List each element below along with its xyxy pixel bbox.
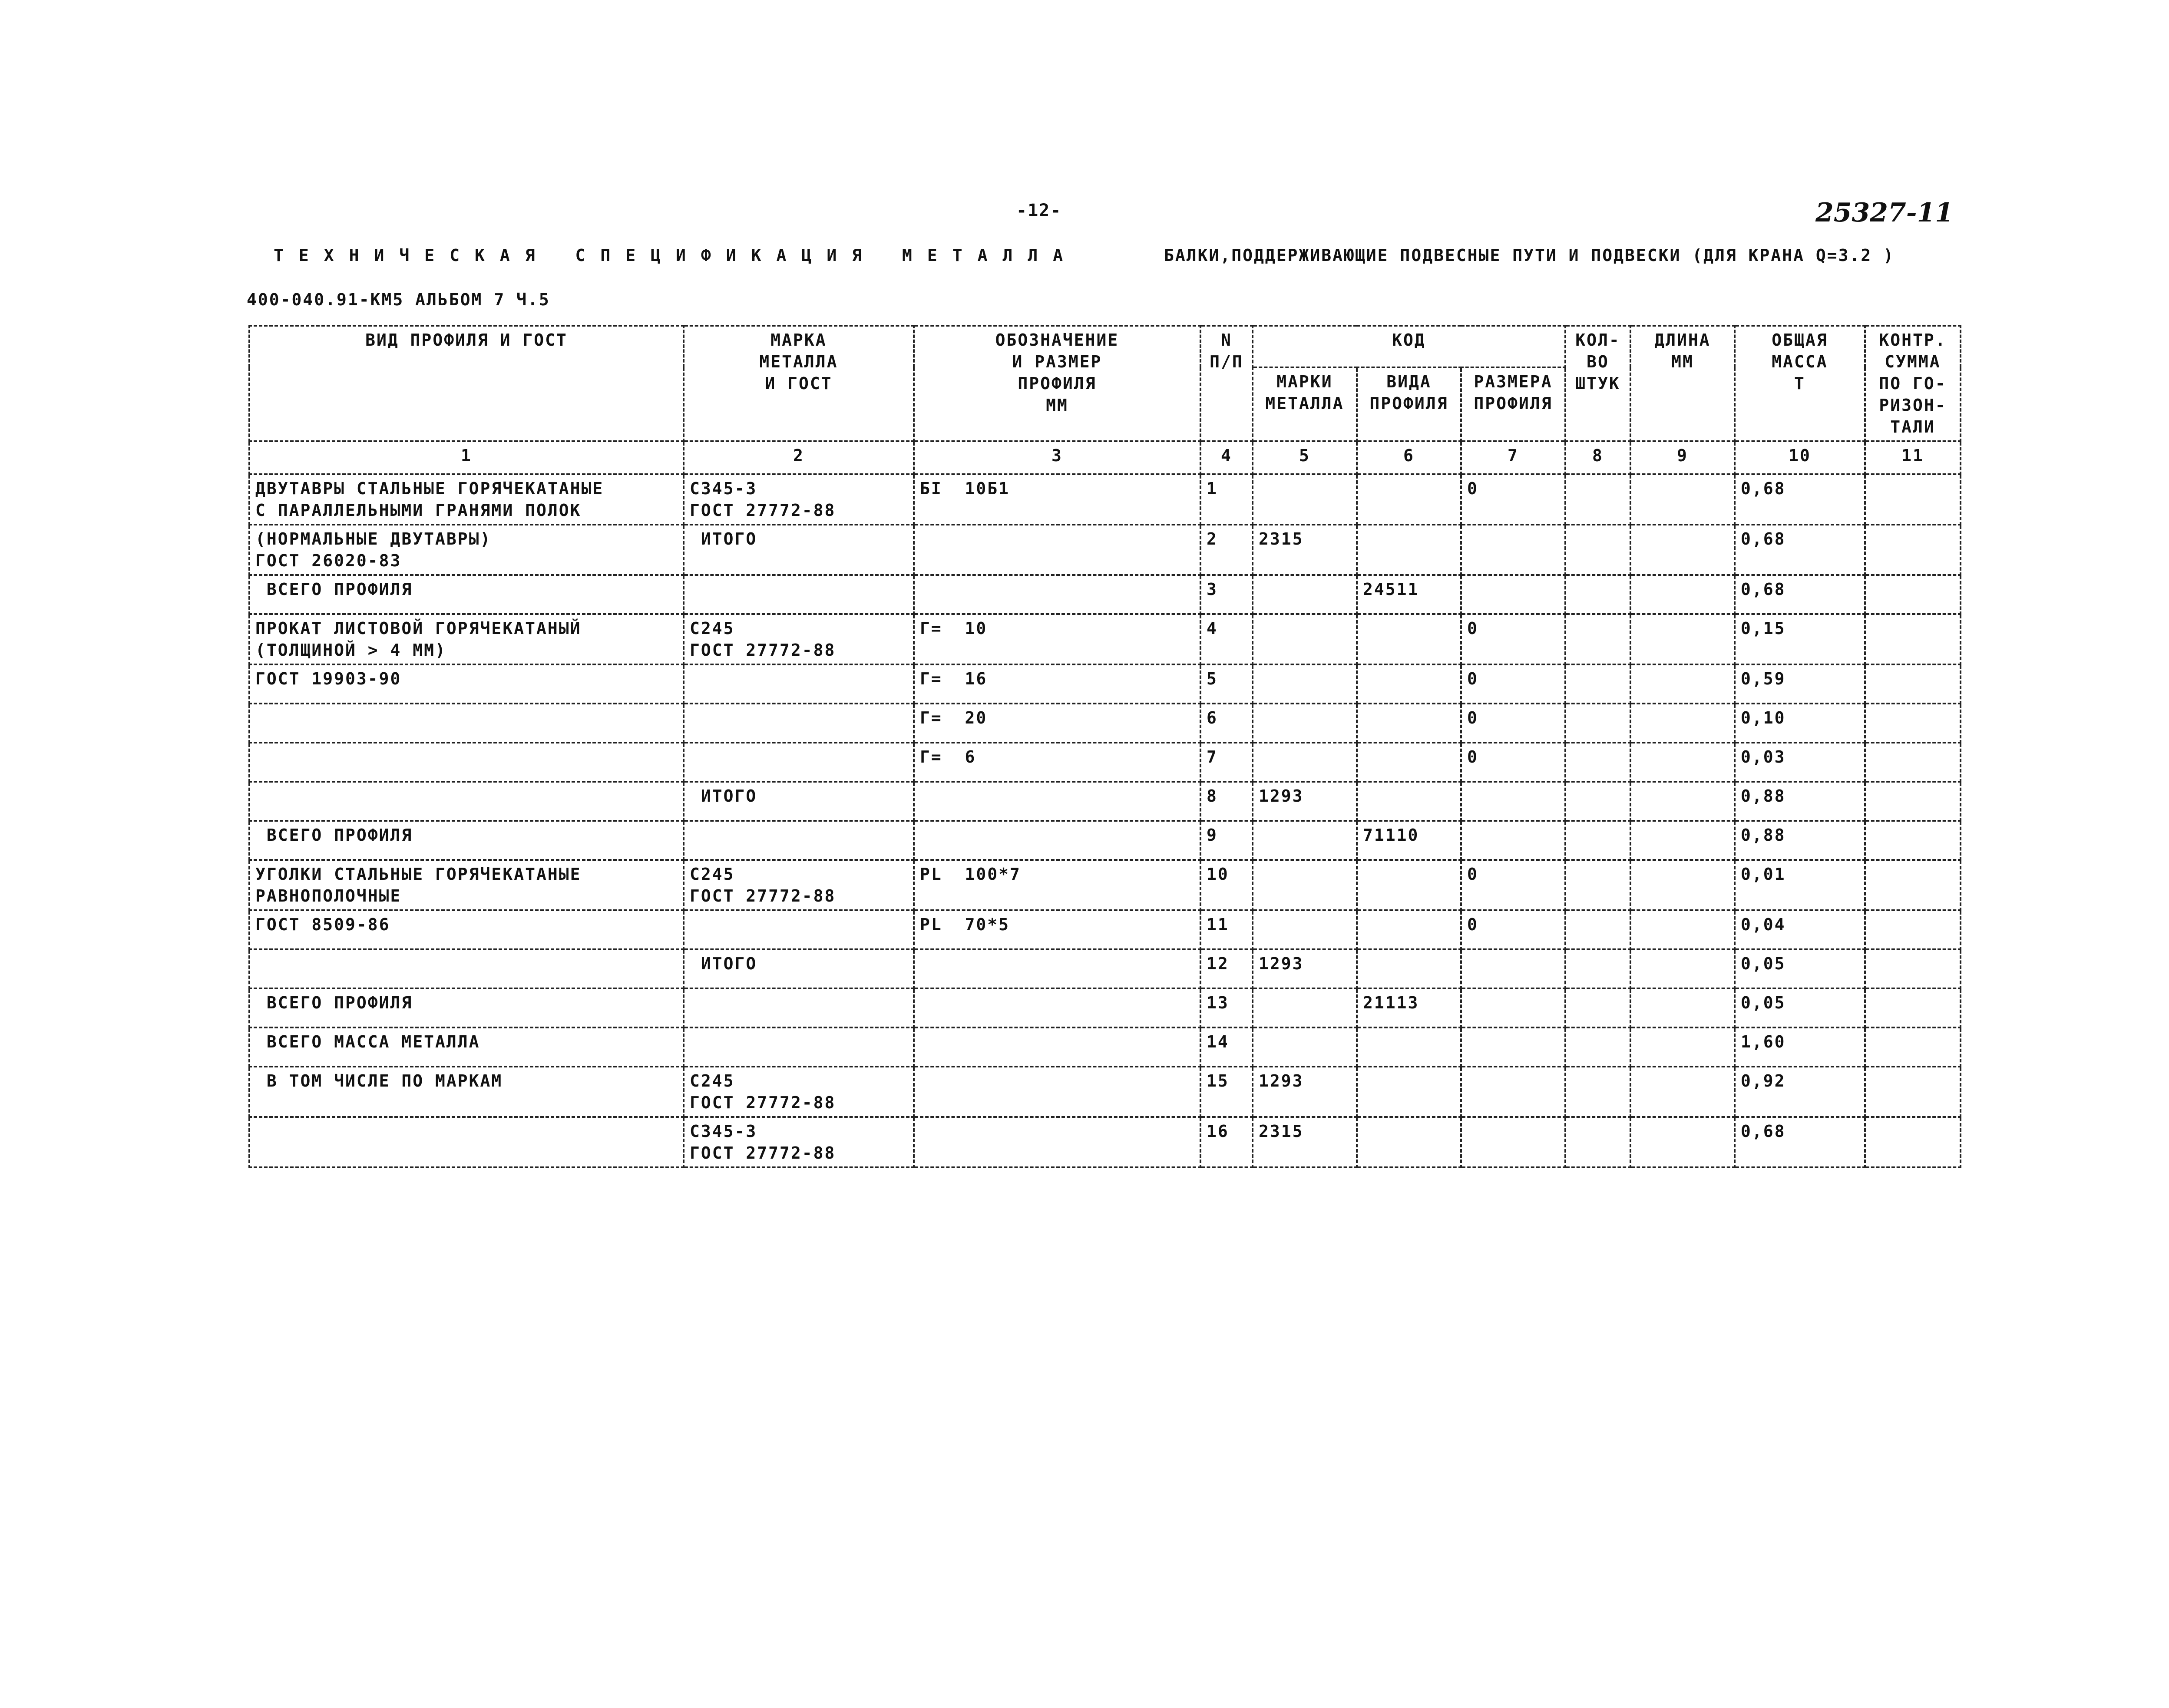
cell-checksum xyxy=(1865,1027,1961,1067)
column-number: 3 xyxy=(914,441,1200,474)
cell-length xyxy=(1630,743,1735,782)
page-number: -12- xyxy=(1016,201,1062,221)
cell-length xyxy=(1630,910,1735,949)
cell-length xyxy=(1630,1117,1735,1167)
cell-code-mark: 1293 xyxy=(1253,1067,1357,1117)
cell-code-mark xyxy=(1253,614,1357,664)
cell-code-size xyxy=(1461,782,1565,821)
table-row xyxy=(249,474,1961,525)
cell-npp: 4 xyxy=(1200,614,1253,664)
cell-mark xyxy=(684,910,914,949)
column-number: 9 xyxy=(1630,441,1735,474)
cell-length xyxy=(1630,949,1735,988)
cell-code-size xyxy=(1461,949,1565,988)
cell-profile xyxy=(249,782,684,821)
cell-code-mark: 2315 xyxy=(1253,525,1357,575)
column-number: 1 xyxy=(249,441,684,474)
cell-code-profile xyxy=(1357,949,1461,988)
cell-length xyxy=(1630,860,1735,910)
column-number: 4 xyxy=(1200,441,1253,474)
cell-code-profile xyxy=(1357,474,1461,525)
cell-checksum xyxy=(1865,821,1961,860)
table-row xyxy=(249,1117,1961,1167)
cell-code-size: 0 xyxy=(1461,474,1565,525)
cell-npp: 8 xyxy=(1200,782,1253,821)
cell-code-profile xyxy=(1357,1117,1461,1167)
column-number-row xyxy=(249,441,1961,474)
cell-checksum xyxy=(1865,743,1961,782)
cell-designation: PL 70*5 xyxy=(914,910,1200,949)
cell-checksum xyxy=(1865,860,1961,910)
header-code: КОД xyxy=(1253,326,1565,367)
cell-designation: PL 100*7 xyxy=(914,860,1200,910)
cell-checksum xyxy=(1865,525,1961,575)
table-row xyxy=(249,949,1961,988)
cell-designation: БI 10Б1 xyxy=(914,474,1200,525)
header-mark: МАРКА МЕТАЛЛА И ГОСТ xyxy=(684,326,914,441)
cell-code-mark: 1293 xyxy=(1253,782,1357,821)
cell-profile xyxy=(249,704,684,743)
header-designation: ОБОЗНАЧЕНИЕ И РАЗМЕР ПРОФИЛЯ ММ xyxy=(914,326,1200,441)
table-row xyxy=(249,525,1961,575)
cell-code-mark xyxy=(1253,474,1357,525)
cell-designation: Г= 6 xyxy=(914,743,1200,782)
cell-mass: 0,04 xyxy=(1735,910,1865,949)
cell-code-mark xyxy=(1253,1027,1357,1067)
cell-code-size: 0 xyxy=(1461,910,1565,949)
cell-profile: ПРОКАТ ЛИСТОВОЙ ГОРЯЧЕКАТАНЫЙ (ТОЛЩИНОЙ > 4 ММ) xyxy=(249,614,684,664)
cell-code-size xyxy=(1461,988,1565,1027)
cell-code-size: 0 xyxy=(1461,743,1565,782)
cell-mark: С245 ГОСТ 27772-88 xyxy=(684,860,914,910)
cell-designation xyxy=(914,575,1200,614)
cell-code-profile xyxy=(1357,860,1461,910)
cell-mass: 0,68 xyxy=(1735,474,1865,525)
cell-qty xyxy=(1565,575,1630,614)
cell-code-size: 0 xyxy=(1461,860,1565,910)
cell-length xyxy=(1630,1027,1735,1067)
cell-profile xyxy=(249,1117,684,1167)
cell-code-size xyxy=(1461,525,1565,575)
header-qty: КОЛ- ВО ШТУК xyxy=(1565,326,1630,441)
cell-qty xyxy=(1565,743,1630,782)
cell-length xyxy=(1630,664,1735,704)
document-code: 25327-11 xyxy=(1815,198,1954,228)
cell-length xyxy=(1630,525,1735,575)
cell-mark: С245 ГОСТ 27772-88 xyxy=(684,614,914,664)
cell-mass: 1,60 xyxy=(1735,1027,1865,1067)
cell-mark xyxy=(684,1027,914,1067)
cell-npp: 2 xyxy=(1200,525,1253,575)
cell-code-mark xyxy=(1253,575,1357,614)
cell-code-mark xyxy=(1253,910,1357,949)
table-row xyxy=(249,910,1961,949)
column-number: 6 xyxy=(1357,441,1461,474)
table-body xyxy=(249,474,1961,1167)
cell-qty xyxy=(1565,910,1630,949)
cell-mark xyxy=(684,704,914,743)
spec-title: ТЕХНИЧЕСКАЯ СПЕЦИФИКАЦИЯ МЕТАЛЛА xyxy=(274,246,1078,265)
cell-mass: 0,92 xyxy=(1735,1067,1865,1117)
column-number: 8 xyxy=(1565,441,1630,474)
cell-mark: ИТОГО xyxy=(684,782,914,821)
cell-mark: С345-3 ГОСТ 27772-88 xyxy=(684,474,914,525)
header-checksum: КОНТР. СУММА ПО ГО- РИЗОН- ТАЛИ xyxy=(1865,326,1961,441)
cell-designation xyxy=(914,988,1200,1027)
table-row xyxy=(249,782,1961,821)
cell-profile: В ТОМ ЧИСЛЕ ПО МАРКАМ xyxy=(249,1067,684,1117)
table-row xyxy=(249,704,1961,743)
cell-designation xyxy=(914,1117,1200,1167)
cell-code-mark: 1293 xyxy=(1253,949,1357,988)
cell-mark xyxy=(684,575,914,614)
cell-profile: ГОСТ 8509-86 xyxy=(249,910,684,949)
cell-profile: ДВУТАВРЫ СТАЛЬНЫЕ ГОРЯЧЕКАТАНЫЕ С ПАРАЛЛЕЛЬНЫМИ ГРАНЯМИ ПОЛОК xyxy=(249,474,684,525)
cell-mark xyxy=(684,821,914,860)
cell-mass: 0,68 xyxy=(1735,525,1865,575)
cell-code-mark xyxy=(1253,988,1357,1027)
cell-profile xyxy=(249,743,684,782)
cell-designation: Г= 20 xyxy=(914,704,1200,743)
cell-profile: (НОРМАЛЬНЫЕ ДВУТАВРЫ) ГОСТ 26020-83 xyxy=(249,525,684,575)
specification-table xyxy=(248,325,1961,1168)
cell-code-profile xyxy=(1357,910,1461,949)
cell-checksum xyxy=(1865,1117,1961,1167)
cell-designation: Г= 16 xyxy=(914,664,1200,704)
table-row xyxy=(249,988,1961,1027)
table-row xyxy=(249,664,1961,704)
cell-npp: 13 xyxy=(1200,988,1253,1027)
cell-length xyxy=(1630,821,1735,860)
cell-profile: ВСЕГО ПРОФИЛЯ xyxy=(249,988,684,1027)
cell-checksum xyxy=(1865,949,1961,988)
cell-code-mark xyxy=(1253,664,1357,704)
table-row xyxy=(249,614,1961,664)
cell-qty xyxy=(1565,821,1630,860)
cell-npp: 12 xyxy=(1200,949,1253,988)
column-number: 10 xyxy=(1735,441,1865,474)
cell-qty xyxy=(1565,949,1630,988)
table-row xyxy=(249,1027,1961,1067)
cell-npp: 10 xyxy=(1200,860,1253,910)
column-number: 7 xyxy=(1461,441,1565,474)
cell-code-profile xyxy=(1357,1027,1461,1067)
cell-code-size xyxy=(1461,1027,1565,1067)
cell-designation xyxy=(914,949,1200,988)
cell-mark: ИТОГО xyxy=(684,525,914,575)
cell-designation xyxy=(914,1067,1200,1117)
cell-mass: 0,59 xyxy=(1735,664,1865,704)
cell-checksum xyxy=(1865,988,1961,1027)
cell-mass: 0,10 xyxy=(1735,704,1865,743)
table-row xyxy=(249,1067,1961,1117)
cell-length xyxy=(1630,704,1735,743)
cell-code-profile: 24511 xyxy=(1357,575,1461,614)
cell-checksum xyxy=(1865,910,1961,949)
header-code-mark: МАРКИ МЕТАЛЛА xyxy=(1253,367,1357,441)
cell-qty xyxy=(1565,614,1630,664)
table-row xyxy=(249,860,1961,910)
header-profile: ВИД ПРОФИЛЯ И ГОСТ xyxy=(249,326,684,441)
spec-subtitle: БАЛКИ,ПОДДЕРЖИВАЮЩИЕ ПОДВЕСНЫЕ ПУТИ И ПОДВЕСКИ (ДЛЯ КРАНА Q=3.2 ) xyxy=(1164,246,1895,265)
cell-code-size xyxy=(1461,575,1565,614)
cell-mass: 0,88 xyxy=(1735,821,1865,860)
cell-qty xyxy=(1565,525,1630,575)
column-number: 11 xyxy=(1865,441,1961,474)
cell-code-profile xyxy=(1357,525,1461,575)
cell-profile: ГОСТ 19903-90 xyxy=(249,664,684,704)
cell-length xyxy=(1630,782,1735,821)
cell-mass: 0,05 xyxy=(1735,988,1865,1027)
cell-designation: Г= 10 xyxy=(914,614,1200,664)
cell-npp: 3 xyxy=(1200,575,1253,614)
cell-code-size xyxy=(1461,821,1565,860)
cell-mark: С245 ГОСТ 27772-88 xyxy=(684,1067,914,1117)
cell-mass: 0,68 xyxy=(1735,575,1865,614)
cell-npp: 5 xyxy=(1200,664,1253,704)
column-number: 2 xyxy=(684,441,914,474)
cell-mass: 0,68 xyxy=(1735,1117,1865,1167)
cell-checksum xyxy=(1865,664,1961,704)
cell-code-size: 0 xyxy=(1461,664,1565,704)
cell-npp: 11 xyxy=(1200,910,1253,949)
cell-profile: УГОЛКИ СТАЛЬНЫЕ ГОРЯЧЕКАТАНЫЕ РАВНОПОЛОЧНЫЕ xyxy=(249,860,684,910)
cell-code-size: 0 xyxy=(1461,614,1565,664)
cell-mark xyxy=(684,988,914,1027)
cell-qty xyxy=(1565,1027,1630,1067)
cell-mark xyxy=(684,743,914,782)
table-row xyxy=(249,743,1961,782)
album-reference: 400-040.91-КМ5 АЛЬБОМ 7 Ч.5 xyxy=(247,290,550,309)
cell-mass: 0,01 xyxy=(1735,860,1865,910)
cell-mark: С345-3 ГОСТ 27772-88 xyxy=(684,1117,914,1167)
cell-qty xyxy=(1565,1117,1630,1167)
cell-checksum xyxy=(1865,614,1961,664)
cell-profile: ВСЕГО МАССА МЕТАЛЛА xyxy=(249,1027,684,1067)
cell-qty xyxy=(1565,782,1630,821)
cell-npp: 14 xyxy=(1200,1027,1253,1067)
cell-length xyxy=(1630,988,1735,1027)
cell-code-profile xyxy=(1357,1067,1461,1117)
cell-checksum xyxy=(1865,782,1961,821)
cell-checksum xyxy=(1865,1067,1961,1117)
cell-mass: 0,05 xyxy=(1735,949,1865,988)
cell-checksum xyxy=(1865,575,1961,614)
cell-checksum xyxy=(1865,474,1961,525)
cell-code-size: 0 xyxy=(1461,704,1565,743)
header-npp: N П/П xyxy=(1200,326,1253,441)
cell-npp: 6 xyxy=(1200,704,1253,743)
cell-code-profile xyxy=(1357,704,1461,743)
cell-mass: 0,88 xyxy=(1735,782,1865,821)
cell-profile xyxy=(249,949,684,988)
cell-code-profile xyxy=(1357,614,1461,664)
cell-mass: 0,03 xyxy=(1735,743,1865,782)
cell-qty xyxy=(1565,704,1630,743)
cell-code-profile: 71110 xyxy=(1357,821,1461,860)
cell-length xyxy=(1630,1067,1735,1117)
cell-qty xyxy=(1565,664,1630,704)
cell-qty xyxy=(1565,988,1630,1027)
cell-qty xyxy=(1565,860,1630,910)
cell-code-mark xyxy=(1253,821,1357,860)
cell-code-size xyxy=(1461,1067,1565,1117)
cell-code-size xyxy=(1461,1117,1565,1167)
cell-code-profile: 21113 xyxy=(1357,988,1461,1027)
cell-code-mark: 2315 xyxy=(1253,1117,1357,1167)
table-row xyxy=(249,575,1961,614)
column-number: 5 xyxy=(1253,441,1357,474)
cell-checksum xyxy=(1865,704,1961,743)
header-length: ДЛИНА ММ xyxy=(1630,326,1735,441)
cell-profile: ВСЕГО ПРОФИЛЯ xyxy=(249,821,684,860)
cell-length xyxy=(1630,614,1735,664)
cell-npp: 16 xyxy=(1200,1117,1253,1167)
cell-qty xyxy=(1565,474,1630,525)
header-code-size: РАЗМЕРА ПРОФИЛЯ xyxy=(1461,367,1565,441)
cell-npp: 1 xyxy=(1200,474,1253,525)
header-code-profile: ВИДА ПРОФИЛЯ xyxy=(1357,367,1461,441)
cell-code-profile xyxy=(1357,664,1461,704)
cell-qty xyxy=(1565,1067,1630,1117)
table-row xyxy=(249,821,1961,860)
cell-code-mark xyxy=(1253,743,1357,782)
cell-designation xyxy=(914,782,1200,821)
cell-npp: 9 xyxy=(1200,821,1253,860)
cell-code-profile xyxy=(1357,782,1461,821)
cell-length xyxy=(1630,575,1735,614)
cell-length xyxy=(1630,474,1735,525)
header-mass: ОБЩАЯ МАССА Т xyxy=(1735,326,1865,441)
cell-mark: ИТОГО xyxy=(684,949,914,988)
cell-profile: ВСЕГО ПРОФИЛЯ xyxy=(249,575,684,614)
cell-code-mark xyxy=(1253,860,1357,910)
table-header xyxy=(249,326,1961,474)
cell-designation xyxy=(914,525,1200,575)
cell-mark xyxy=(684,664,914,704)
cell-designation xyxy=(914,821,1200,860)
cell-npp: 15 xyxy=(1200,1067,1253,1117)
cell-code-mark xyxy=(1253,704,1357,743)
cell-designation xyxy=(914,1027,1200,1067)
cell-mass: 0,15 xyxy=(1735,614,1865,664)
cell-npp: 7 xyxy=(1200,743,1253,782)
cell-code-profile xyxy=(1357,743,1461,782)
